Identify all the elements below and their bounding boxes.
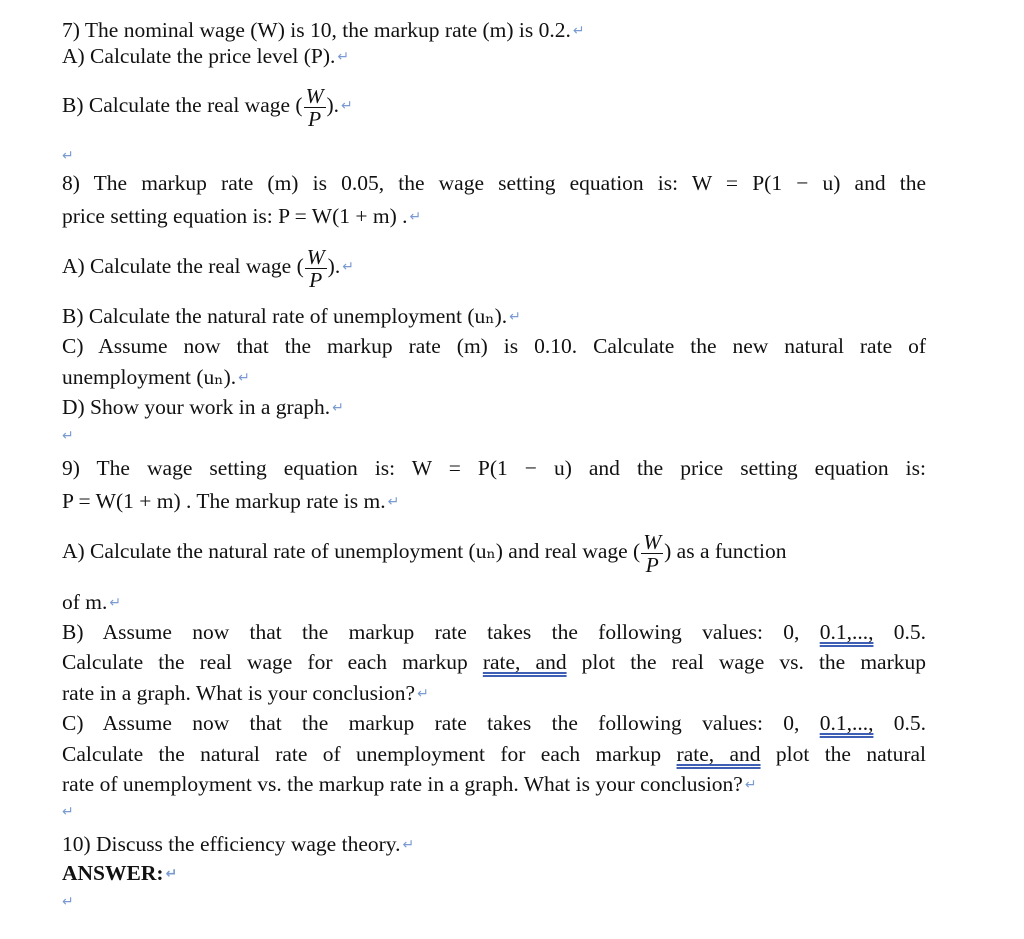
- q9-part-c-line-1: [62, 710, 926, 736]
- paragraph-mark-icon: ↵: [572, 23, 585, 39]
- q9-part-b-text-2: Calculate the real wage for each markup: [62, 650, 483, 674]
- real-wage-fraction: [641, 531, 663, 576]
- paragraph-mark-icon: ↵: [509, 309, 521, 325]
- spellcheck-underlined-text[interactable]: 0.1,...,: [819, 620, 874, 644]
- q8-heading-text-1: 8) The markup rate (m) is 0.05, the wage setting equation is: W = P(1 − u) and the: [62, 171, 926, 195]
- q8-heading-line-1: [62, 170, 926, 196]
- q8-part-a: [62, 241, 354, 292]
- q8-part-d-text: D) Show your work in a graph.: [62, 395, 331, 419]
- q8-part-c-line-2: [62, 364, 250, 391]
- paragraph-mark-icon: ↵: [109, 595, 122, 611]
- q9-part-b-text-1-end: 0.5.: [873, 620, 927, 644]
- q8-part-c-text-1: C) Assume now that the markup rate (m) is 0.10. Calculate the new natural rate of: [62, 334, 926, 358]
- fraction-numerator: W: [306, 244, 325, 269]
- answer-label-text: ANSWER:: [62, 861, 164, 885]
- paragraph-mark-icon: ↵: [238, 370, 250, 386]
- q9-heading-text-2: P = W(1 + m) . The markup rate is m.: [62, 489, 386, 513]
- q9-heading-line-1: [62, 455, 926, 481]
- empty-paragraph-mark-icon: ↵: [62, 428, 74, 444]
- fraction-denominator: P: [307, 106, 322, 131]
- fraction-denominator: P: [309, 267, 323, 292]
- q8-part-d: [62, 394, 344, 421]
- q7-heading: [62, 17, 585, 44]
- q9-part-b-text-3: rate in a graph. What is your conclusion?: [62, 681, 416, 705]
- q9-part-a-close: ) as a function: [664, 539, 787, 563]
- paragraph-mark-icon: ↵: [165, 866, 178, 882]
- real-wage-fraction: [304, 85, 326, 130]
- q8-part-a-text: A) Calculate the real wage (: [62, 254, 304, 278]
- q9-part-a-line-2: [62, 589, 121, 616]
- paragraph-mark-icon: ↵: [417, 686, 429, 702]
- paragraph-mark-icon: ↵: [342, 259, 354, 275]
- q8-part-b: [62, 303, 521, 330]
- paragraph-mark-icon: ↵: [341, 98, 353, 114]
- empty-paragraph-mark-icon: ↵: [62, 894, 74, 910]
- q7-part-b: [62, 80, 353, 131]
- q9-part-c-text-2: Calculate the natural rate of unemployment for each markup: [62, 742, 677, 766]
- q9-part-b-text-1: B) Assume now that the markup rate takes the following values: 0,: [62, 620, 820, 644]
- fraction-numerator: W: [643, 529, 662, 554]
- spellcheck-underlined-text[interactable]: rate, and: [676, 742, 761, 766]
- q8-part-c-line-1: [62, 333, 926, 359]
- q7-part-a: [62, 43, 349, 70]
- paragraph-mark-icon: ↵: [387, 494, 400, 510]
- q9-heading-line-2: [62, 488, 399, 515]
- q8-part-a-close: ).: [327, 254, 341, 278]
- paragraph-mark-icon: ↵: [337, 49, 350, 65]
- q7-heading-text: 7) The nominal wage (W) is 10, the markup rate (m) is 0.2.: [62, 18, 571, 42]
- q9-part-a-line-1: [62, 526, 787, 576]
- q9-part-c-text-1: C) Assume now that the markup rate takes the following values: 0,: [62, 711, 820, 735]
- q10-heading: [62, 831, 414, 858]
- q8-part-b-text: B) Calculate the natural rate of unemployment (uₙ).: [62, 304, 508, 328]
- real-wage-fraction: [305, 246, 327, 291]
- fraction-numerator: W: [305, 83, 324, 108]
- answer-label: [62, 860, 177, 887]
- q8-heading-line-2: [62, 203, 421, 230]
- paragraph-mark-icon: ↵: [744, 777, 757, 793]
- fraction-denominator: P: [645, 552, 659, 577]
- q8-part-c-text-2: unemployment (uₙ).: [62, 365, 237, 389]
- q9-part-c-text-3: rate of unemployment vs. the markup rate in a graph. What is your conclusion?: [62, 772, 743, 796]
- q7-part-b-close: ).: [326, 93, 340, 117]
- q9-part-a-text: A) Calculate the natural rate of unemployment (uₙ) and real wage (: [62, 539, 641, 563]
- q9-part-a-text-2: of m.: [62, 590, 108, 614]
- q9-part-b-line-2: [62, 649, 926, 675]
- paragraph-mark-icon: ↵: [402, 837, 415, 853]
- q9-part-c-line-3: [62, 771, 757, 798]
- spellcheck-underlined-text[interactable]: rate, and: [482, 650, 567, 674]
- empty-paragraph-mark-icon: ↵: [62, 804, 74, 820]
- empty-paragraph-mark-icon: ↵: [62, 148, 74, 164]
- q9-part-b-text-2-end: plot the real wage vs. the markup: [566, 650, 926, 674]
- q9-part-c-line-2: [62, 741, 926, 767]
- q9-heading-text-1: 9) The wage setting equation is: W = P(1 − u) and the price setting equation is:: [62, 456, 926, 480]
- q9-part-b-line-3: [62, 680, 429, 707]
- q9-part-b-line-1: [62, 619, 926, 645]
- document-page: [62, 0, 928, 939]
- q9-part-c-text-2-end: plot the natural: [760, 742, 927, 766]
- q7-part-b-text: B) Calculate the real wage (: [62, 93, 303, 117]
- q7-part-a-text: A) Calculate the price level (P).: [62, 44, 336, 68]
- paragraph-mark-icon: ↵: [409, 209, 422, 225]
- q8-heading-text-2: price setting equation is: P = W(1 + m) .: [62, 204, 408, 228]
- paragraph-mark-icon: ↵: [332, 400, 344, 416]
- q10-heading-text: 10) Discuss the efficiency wage theory.: [62, 832, 401, 856]
- q9-part-c-text-1-end: 0.5.: [873, 711, 927, 735]
- spellcheck-underlined-text[interactable]: 0.1,...,: [819, 711, 874, 735]
